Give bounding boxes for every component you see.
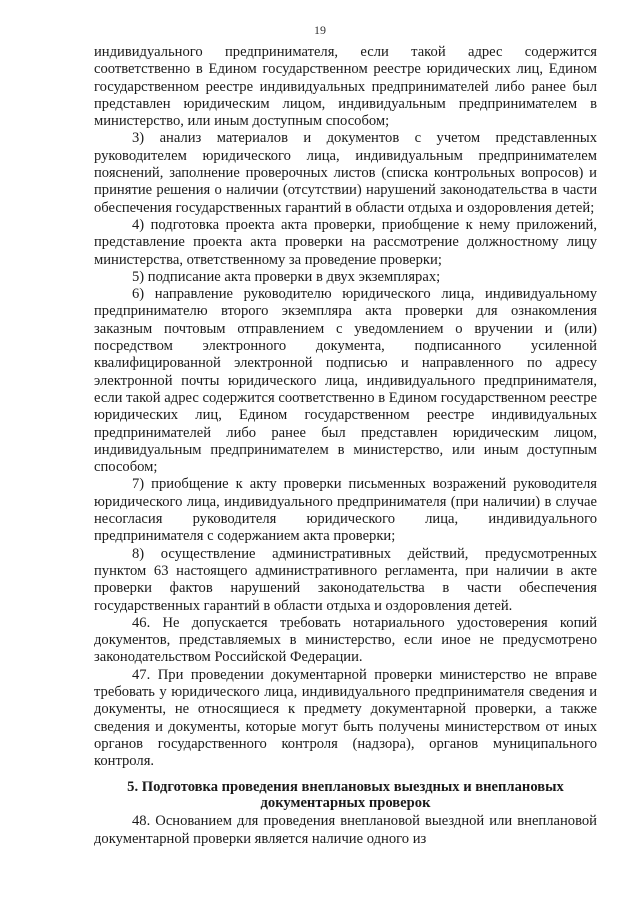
paragraph-item-8: 8) осуществление административных действий, предусмотренных пунктом 63 настоящего административного регламента, при наличии в акте проверки фактов нарушений законодательства в части обеспечения государственных гарантий в области отдыха и оздоровления детей.: [94, 545, 597, 614]
paragraph-continuation: индивидуального предпринимателя, если такой адрес содержится соответственно в Едином государственном реестре юридических лиц, Едином государственном реестре индивидуальных предпринимателей либо ранее был представлен юридическим лицом, индивидуальным предпринимателем в министерство, или иным доступным способом;: [94, 44, 597, 130]
document-body: [94, 44, 597, 848]
paragraph-item-4: 4) подготовка проекта акта проверки, приобщение к нему приложений, представление проекта акта проверки на рассмотрение должностному лицу министерства, ответственному за проведение проверки;: [94, 216, 597, 268]
section-heading-line-1: 5. Подготовка проведения внеплановых выездных и внеплановых: [127, 779, 564, 796]
paragraph-47: 47. При проведении документарной проверки министерство не вправе требовать у юридического лица, индивидуального предпринимателя сведения и документы, не относящиеся к предмету документарной проверки, а также сведения и документы, которые могут быть получены министерством от иных органов государственного контроля (надзора), органов муниципального контроля.: [94, 666, 597, 770]
paragraph-item-7: 7) приобщение к акту проверки письменных возражений руководителя юридического лица, индивидуального предпринимателя (при наличии) в случае несогласия руководителя юридического лица, индивидуального предпринимателя с содержанием акта проверки;: [94, 476, 597, 545]
paragraph-item-5: 5) подписание акта проверки в двух экземплярах;: [132, 268, 441, 285]
section-heading-line-2: документарных проверок: [260, 795, 431, 812]
page-number: 19: [314, 23, 326, 37]
section-heading: [94, 779, 597, 811]
paragraph-46: 46. Не допускается требовать нотариального удостоверения копий документов, представляемых в министерство, если иное не предусмотрено законодательством Российской Федерации.: [94, 614, 597, 666]
paragraph-48: 48. Основанием для проведения внеплановой выездной или внеплановой документарной проверки является наличие одного из: [94, 813, 597, 847]
paragraph-item-6: 6) направление руководителю юридического лица, индивидуальному предпринимателю второго экземпляра акта проверки для ознакомления заказным почтовым отправлением с уведомлением о вручении и (или) посредством электронного документа, подписанного усиленной квалифицированной электронной подписью и направленного по адресу электронной почты юридического лица, индивидуального предпринимателя, если такой адрес содержится соответственно в Едином государственном реестре юридических лиц, Едином государственном реестре индивидуальных предпринимателей либо ранее был представлен юридическим лицом, индивидуальным предпринимателем в министерство, или иным доступным способом;: [94, 286, 597, 476]
paragraph-item-3: 3) анализ материалов и документов с учетом представленных руководителем юридического лица, индивидуальным предпринимателем пояснений, заполнение проверочных листов (списка контрольных вопросов) и принятие решения о наличии (отсутствии) нарушений законодательства в части обеспечения государственных гарантий в области отдыха и оздоровления детей;: [94, 130, 597, 216]
